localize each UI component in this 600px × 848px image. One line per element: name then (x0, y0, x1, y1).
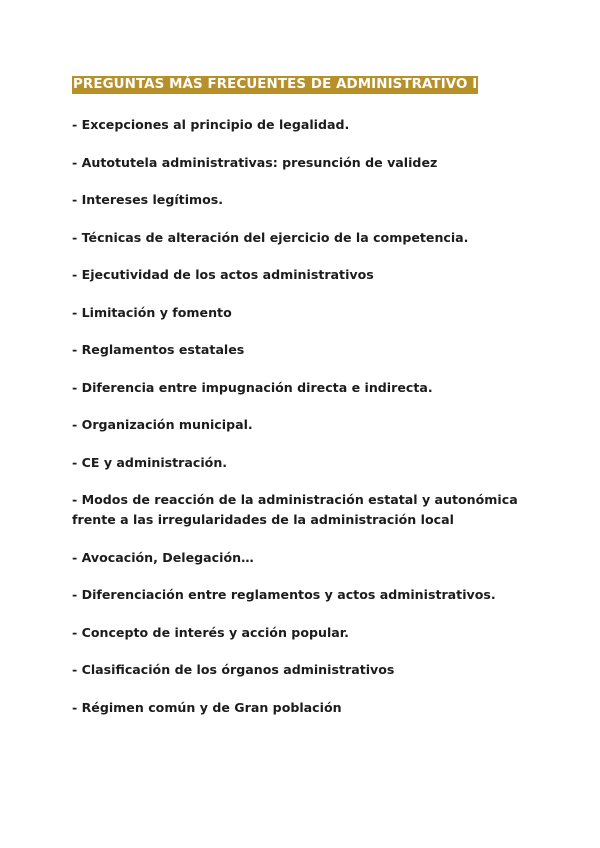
list-item: - Concepto de interés y acción popular. (72, 624, 349, 640)
question-list (72, 115, 532, 735)
list-item: - Modos de reacción de la administración estatal y autonómica frente a las irregularidades de la administración local (72, 492, 518, 527)
list-item: - Reglamentos estatales (72, 342, 245, 357)
list-item: - Avocación, Delegación… (72, 549, 254, 565)
list-item: - Diferencia entre impugnación directa e indirecta. (72, 379, 433, 395)
list-item: - Técnicas de alteración del ejercicio de la competencia. (72, 229, 469, 245)
list-item: - Ejecutividad de los actos administrativos (72, 267, 374, 282)
list-item: - Régimen común y de Gran población (72, 699, 342, 715)
list-item: - Autotutela administrativas: presunción de validez (72, 154, 438, 170)
document-title: PREGUNTAS MÁS FRECUENTES DE ADMINISTRATIVO I (73, 77, 478, 92)
title-container (72, 73, 478, 94)
list-item: - Organización municipal. (72, 417, 253, 432)
list-item: - CE y administración. (72, 454, 228, 470)
list-item: - Clasificación de los órganos administrativos (72, 662, 395, 677)
list-item: - Limitación y fomento (72, 304, 232, 320)
list-item: - Excepciones al principio de legalidad. (72, 117, 350, 132)
list-item: - Intereses legítimos. (72, 192, 224, 207)
list-item: - Diferenciación entre reglamentos y actos administrativos. (72, 587, 496, 602)
